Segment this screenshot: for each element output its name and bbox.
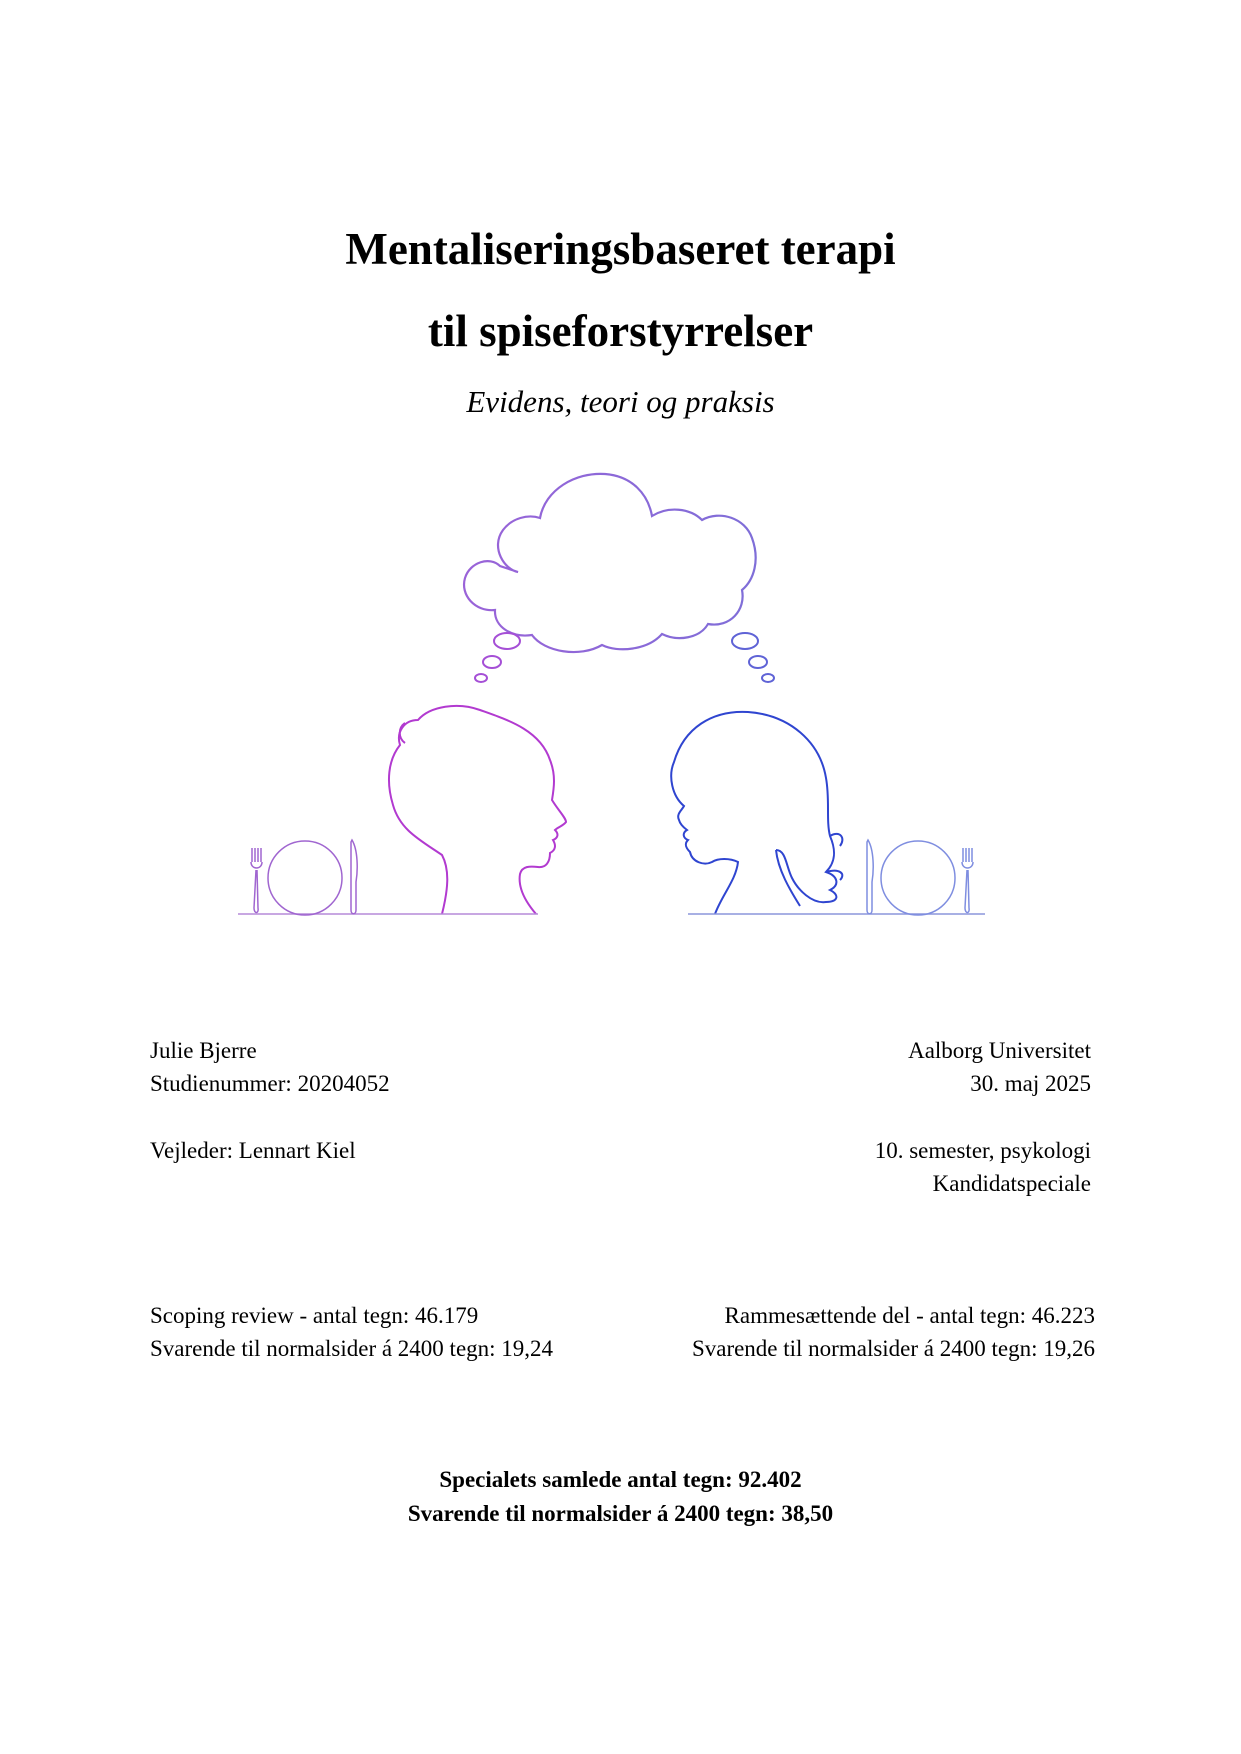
semester-label: 10. semester, psykologi — [874, 1138, 1091, 1163]
knife-icon-right — [867, 840, 873, 914]
framing-part-counts — [692, 1299, 1095, 1365]
thought-bubble-left-icon — [475, 633, 520, 682]
thought-bubble-right-icon — [732, 633, 774, 682]
scoping-page-count: Svarende til normalsider á 2400 tegn: 19,24 — [150, 1336, 554, 1361]
fork-icon-right — [962, 848, 973, 913]
student-number: Studienummer: 20204052 — [150, 1071, 390, 1096]
cover-illustration — [0, 470, 1241, 940]
university-name: Aalborg Universitet — [908, 1038, 1091, 1063]
fork-icon — [251, 848, 262, 913]
author-name: Julie Bjerre — [150, 1038, 257, 1063]
submission-date: 30. maj 2025 — [970, 1071, 1091, 1096]
framing-char-count: Rammesættende del - antal tegn: 46.223 — [724, 1303, 1095, 1328]
institution-info — [908, 1034, 1091, 1100]
advisor-info — [150, 1134, 356, 1167]
page-title-line-2: til spiseforstyrrelser — [427, 306, 814, 356]
plate-icon — [268, 841, 342, 915]
advisor-name: Vejleder: Lennart Kiel — [150, 1138, 356, 1163]
plate-icon-right — [881, 841, 955, 915]
girl-profile-icon — [671, 712, 842, 914]
thesis-type: Kandidatspeciale — [932, 1171, 1091, 1196]
total-page-count: Svarende til normalsider á 2400 tegn: 38,50 — [407, 1501, 834, 1526]
program-info — [875, 1134, 1091, 1200]
page-subtitle: Evidens, teori og praksis — [466, 384, 775, 419]
scoping-char-count: Scoping review - antal tegn: 46.179 — [150, 1303, 479, 1328]
scoping-review-counts — [150, 1299, 553, 1365]
total-char-count: Specialets samlede antal tegn: 92.402 — [439, 1467, 802, 1492]
thought-cloud-icon — [464, 474, 756, 652]
author-info — [150, 1034, 390, 1100]
total-counts — [0, 1463, 1241, 1531]
page-title-line-1: Mentaliseringsbaseret terapi — [345, 224, 896, 274]
knife-icon — [351, 840, 357, 914]
woman-profile-icon — [389, 706, 566, 914]
framing-page-count: Svarende til normalsider á 2400 tegn: 19,26 — [691, 1336, 1095, 1361]
